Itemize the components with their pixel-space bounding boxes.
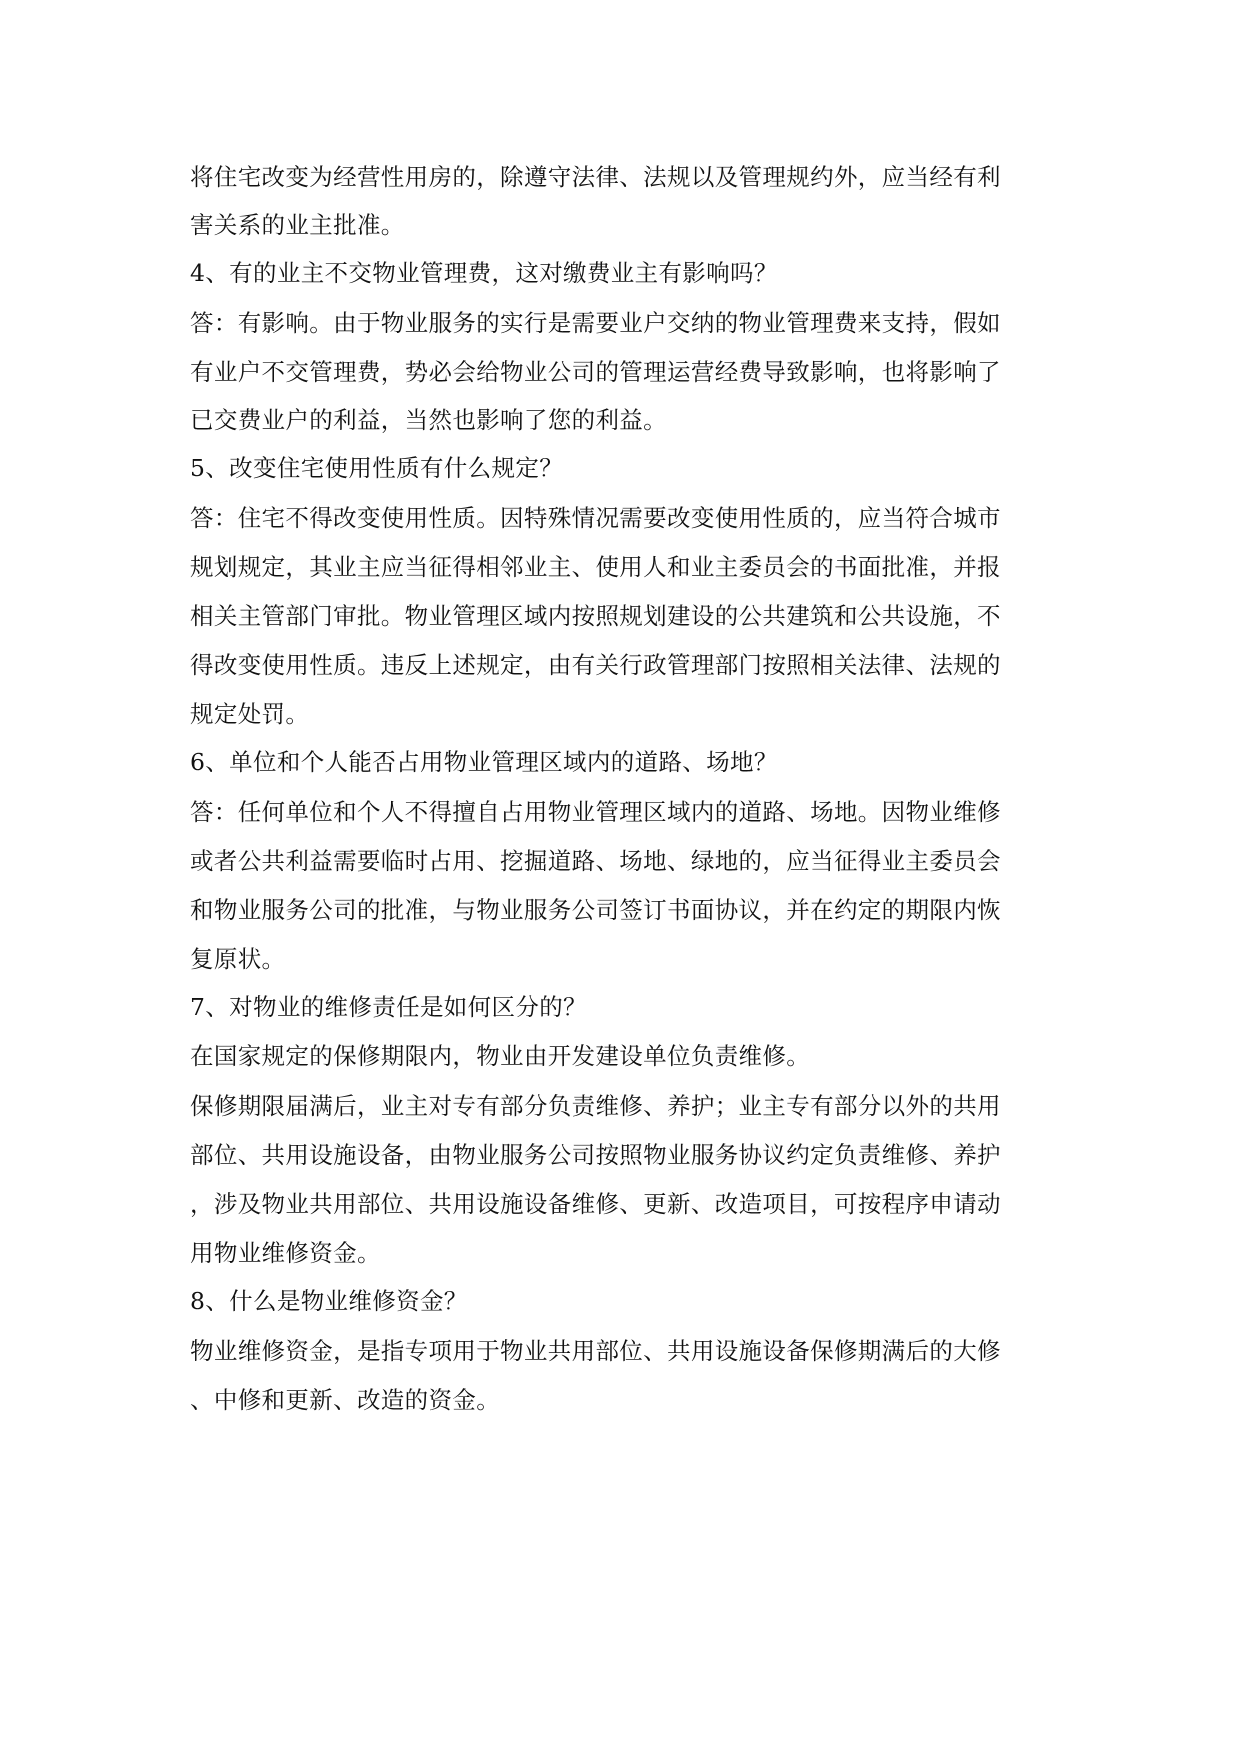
text-line: 部位、共用设施设备，由物业服务公司按照物业服务协议约定负责维修、养护 (190, 1141, 1001, 1169)
answer-line: 答：任何单位和个人不得擅自占用物业管理区域内的道路、场地。因物业维修 (190, 798, 1001, 826)
text-line: 已交费业户的利益，当然也影响了您的利益。 (190, 406, 667, 434)
text-line: 保修期限届满后，业主对专有部分负责维修、养护；业主专有部分以外的共用 (190, 1092, 1001, 1120)
question-line: 8、什么是物业维修资金？ (190, 1287, 468, 1315)
text-line: 有业户不交管理费，势必会给物业公司的管理运营经费导致影响，也将影响了 (190, 358, 1001, 386)
text-line: 规划规定，其业主应当征得相邻业主、使用人和业主委员会的书面批准，并报 (190, 553, 1001, 581)
text-line: 用物业维修资金。 (190, 1239, 381, 1267)
text-line: 、中修和更新、改造的资金。 (190, 1386, 501, 1414)
text-line: 或者公共利益需要临时占用、挖掘道路、场地、绿地的，应当征得业主委员会 (190, 847, 1001, 875)
text-line: 物业维修资金，是指专项用于物业共用部位、共用设施设备保修期满后的大修 (190, 1337, 1001, 1365)
question-line: 6、单位和个人能否占用物业管理区域内的道路、场地？ (190, 748, 778, 776)
text-line: 和物业服务公司的批准，与物业服务公司签订书面协议，并在约定的期限内恢 (190, 896, 1001, 924)
question-line: 7、对物业的维修责任是如何区分的？ (190, 993, 587, 1021)
text-line: 得改变使用性质。违反上述规定，由有关行政管理部门按照相关法律、法规的 (190, 651, 1001, 679)
answer-line: 答：有影响。由于物业服务的实行是需要业户交纳的物业管理费来支持，假如 (190, 309, 1001, 337)
text-line: 规定处罚。 (190, 700, 310, 728)
question-line: 4、有的业主不交物业管理费，这对缴费业主有影响吗？ (190, 259, 778, 287)
text-line: 害关系的业主批准。 (190, 211, 405, 239)
text-line: 将住宅改变为经营性用房的，除遵守法律、法规以及管理规约外，应当经有利 (190, 163, 1001, 191)
text-line: 相关主管部门审批。物业管理区域内按照规划建设的公共建筑和公共设施，不 (190, 602, 1001, 630)
answer-line: 答：住宅不得改变使用性质。因特殊情况需要改变使用性质的，应当符合城市 (190, 504, 1001, 532)
text-line: 复原状。 (190, 945, 286, 973)
text-line: 在国家规定的保修期限内，物业由开发建设单位负责维修。 (190, 1042, 811, 1070)
question-line: 5、改变住宅使用性质有什么规定？ (190, 454, 564, 482)
text-line: ，涉及物业共用部位、共用设施设备维修、更新、改造项目，可按程序申请动 (190, 1190, 1001, 1218)
